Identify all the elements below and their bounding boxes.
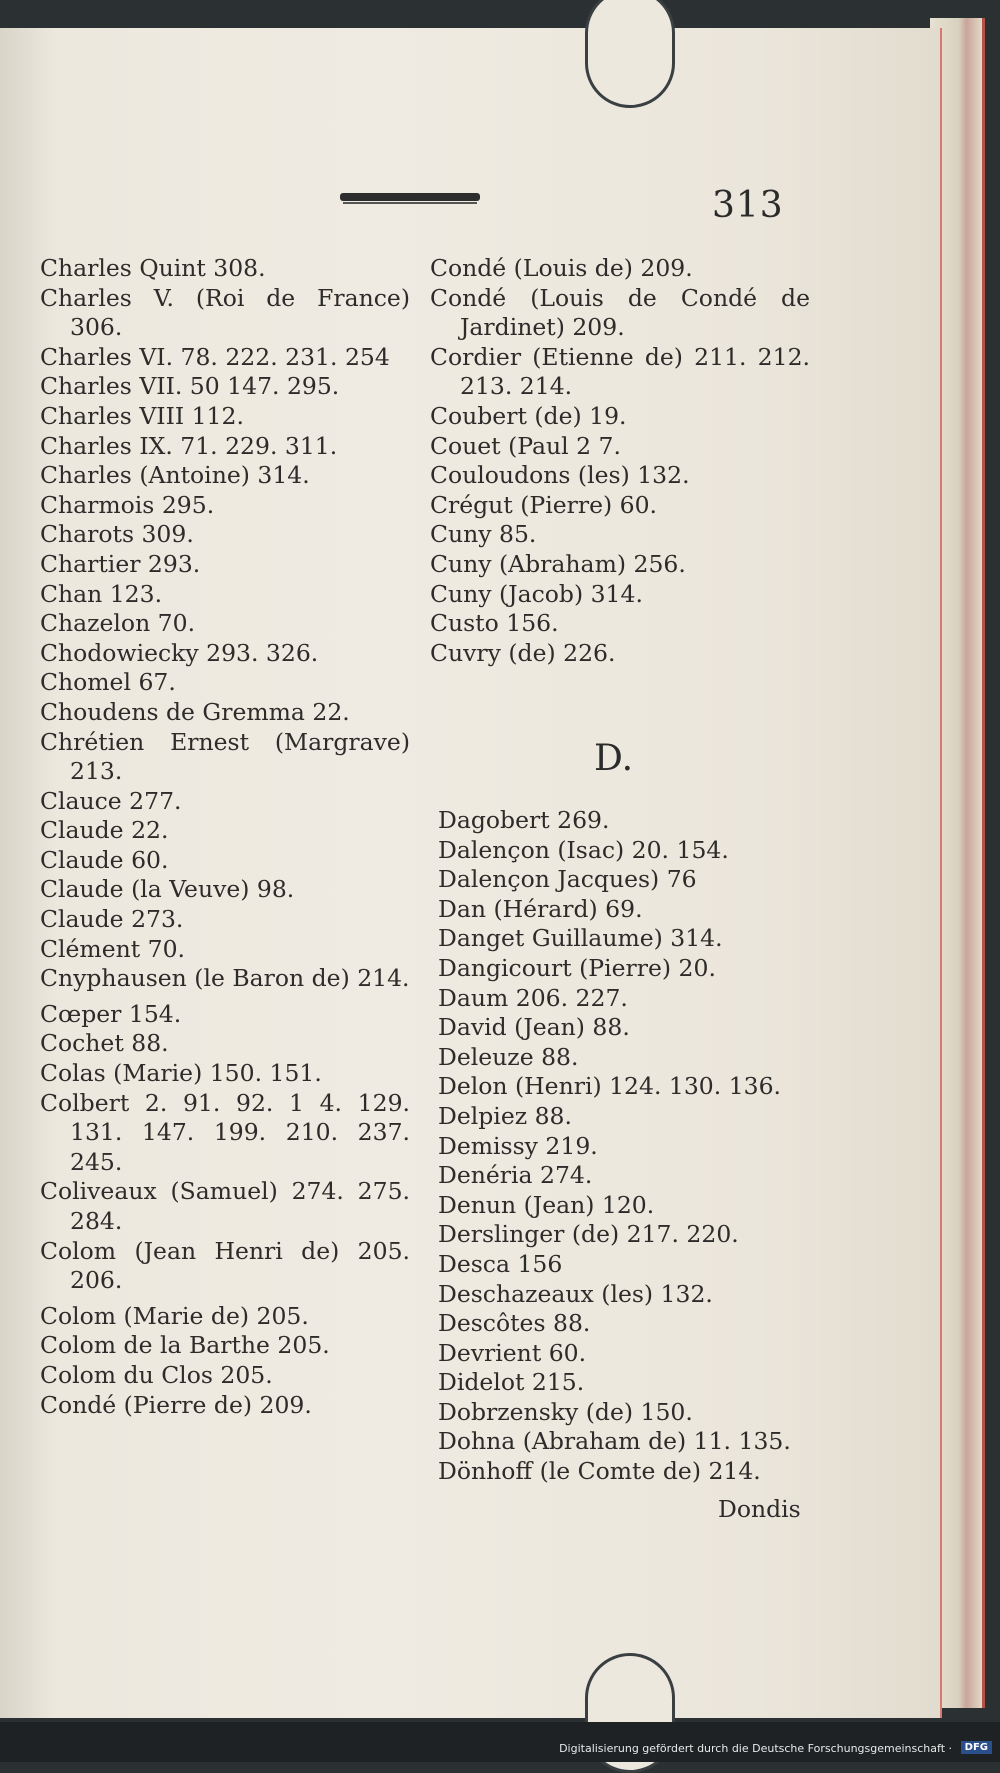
index-entry: Claude (la Veuve) 98. — [40, 875, 295, 904]
index-entry: Colbert 2. 91. 92. 1 4. 129. 131. 147. 199. 210. 237. 245. — [40, 1088, 410, 1176]
index-entry: Dohna (Abraham de) 11. 135. — [438, 1427, 791, 1456]
index-entry: Cuny 85. — [430, 520, 537, 549]
index-entry: Condé (Louis de Condé de Jardinet) 209. — [430, 283, 810, 342]
index-entry: Desca 156 — [438, 1249, 563, 1278]
index-entry: Dönhoff (le Comte de) 214. — [438, 1457, 761, 1486]
index-entry: Charles Quint 308. — [40, 254, 266, 282]
index-entry: Claude 60. — [40, 845, 169, 874]
index-entry: Dan (Hérard) 69. — [438, 894, 643, 923]
index-entry: Colas (Marie) 150. 151. — [40, 1059, 322, 1088]
index-entry: Dobrzensky (de) 150. — [438, 1397, 693, 1426]
index-entry: Dangicourt (Pierre) 20. — [438, 953, 716, 982]
index-entry: Charmois 295. — [40, 490, 215, 519]
index-entry: Couloudons (les) 132. — [430, 461, 690, 490]
index-entry: Devrient 60. — [438, 1338, 587, 1367]
index-entry: Deschazeaux (les) 132. — [438, 1279, 713, 1308]
index-entry: Chrétien Ernest (Margrave) 213. — [40, 727, 410, 786]
index-entry: Colom (Marie de) 205. — [40, 1301, 309, 1330]
index-entry: Cuny (Abraham) 256. — [430, 549, 686, 578]
index-entry: Chomel 67. — [40, 668, 176, 697]
index-entry: Colom (Jean Henri de) 205. 206. — [40, 1236, 410, 1295]
index-entry: Delpiez 88. — [438, 1101, 572, 1130]
index-entry: Dalençon Jacques) 76 — [438, 865, 697, 894]
index-column-right-d — [438, 806, 818, 1487]
index-entry: Delon (Henri) 124. 130. 136. — [438, 1072, 782, 1101]
index-entry: Claude 22. — [40, 816, 169, 845]
index-entry: Clauce 277. — [40, 786, 182, 815]
index-entry: Dagobert 269. — [438, 806, 610, 834]
index-entry: Coliveaux (Samuel) 274. 275. 284. — [40, 1177, 410, 1235]
index-entry: Condé (Louis de) 209. — [430, 254, 693, 282]
header-rule — [340, 193, 480, 201]
index-entry: Clément 70. — [40, 934, 186, 963]
index-entry: Chazelon 70. — [40, 609, 196, 638]
index-entry: Custo 156. — [430, 609, 559, 638]
index-entry: Charles IX. 71. 229. 311. — [40, 431, 338, 460]
index-entry: Charles V. (Roi de France) 306. — [40, 283, 410, 342]
index-entry: Charles (Antoine) 314. — [40, 461, 310, 490]
index-entry: Crégut (Pierre) 60. — [430, 490, 658, 519]
index-column-right-c — [430, 254, 810, 668]
section-letter-d: D. — [594, 738, 634, 779]
index-entry: Cnyphausen (le Baron de) 214. — [40, 964, 410, 993]
page-number: 313 — [712, 185, 784, 226]
index-entry: Chartier 293. — [40, 549, 201, 578]
index-entry: Choudens de Gremma 22. — [40, 697, 350, 726]
index-entry: Dalençon (Isac) 20. 154. — [438, 835, 729, 864]
catchword: Dondis — [718, 1495, 801, 1523]
index-entry: Danget Guillaume) 314. — [438, 924, 723, 953]
index-entry: Claude 273. — [40, 905, 184, 934]
index-entry: David (Jean) 88. — [438, 1013, 630, 1042]
index-entry: Couet (Paul 2 7. — [430, 431, 621, 460]
index-entry: Chodowiecky 293. 326. — [40, 638, 319, 667]
index-entry: Cuvry (de) 226. — [430, 638, 616, 667]
index-entry: Descôtes 88. — [438, 1309, 591, 1338]
index-entry: Cordier (Etienne de) 211. 212. 213. 214. — [430, 342, 810, 401]
dfg-logo: DFG — [961, 1741, 992, 1754]
index-entry: Charots 309. — [40, 520, 194, 549]
index-entry: Demissy 219. — [438, 1131, 598, 1160]
index-entry: Charles VIII 112. — [40, 401, 244, 430]
index-entry: Coubert (de) 19. — [430, 401, 627, 430]
digitization-credit: Digitalisierung gefördert durch die Deutsche Forschungsgemeinschaft · — [559, 1742, 952, 1755]
index-entry: Colom du Clos 205. — [40, 1360, 273, 1389]
index-entry: Denun (Jean) 120. — [438, 1190, 655, 1219]
index-entry: Chan 123. — [40, 579, 163, 608]
index-entry: Cochet 88. — [40, 1029, 169, 1058]
index-entry: Condé (Pierre de) 209. — [40, 1390, 312, 1419]
clip-notch-top — [585, 0, 675, 108]
index-entry: Derslinger (de) 217. 220. — [438, 1220, 739, 1249]
index-column-left — [40, 254, 410, 1420]
index-entry: Daum 206. 227. — [438, 983, 628, 1012]
index-entry: Colom de la Barthe 205. — [40, 1331, 330, 1360]
index-entry: Denéria 274. — [438, 1161, 593, 1190]
index-entry: Deleuze 88. — [438, 1042, 579, 1071]
index-entry: Charles VI. 78. 222. 231. 254 — [40, 342, 390, 371]
index-entry: Didelot 215. — [438, 1368, 585, 1397]
index-entry: Cuny (Jacob) 314. — [430, 579, 643, 608]
index-entry: Cœper 154. — [40, 999, 182, 1028]
index-entry: Charles VII. 50 147. 295. — [40, 372, 340, 401]
